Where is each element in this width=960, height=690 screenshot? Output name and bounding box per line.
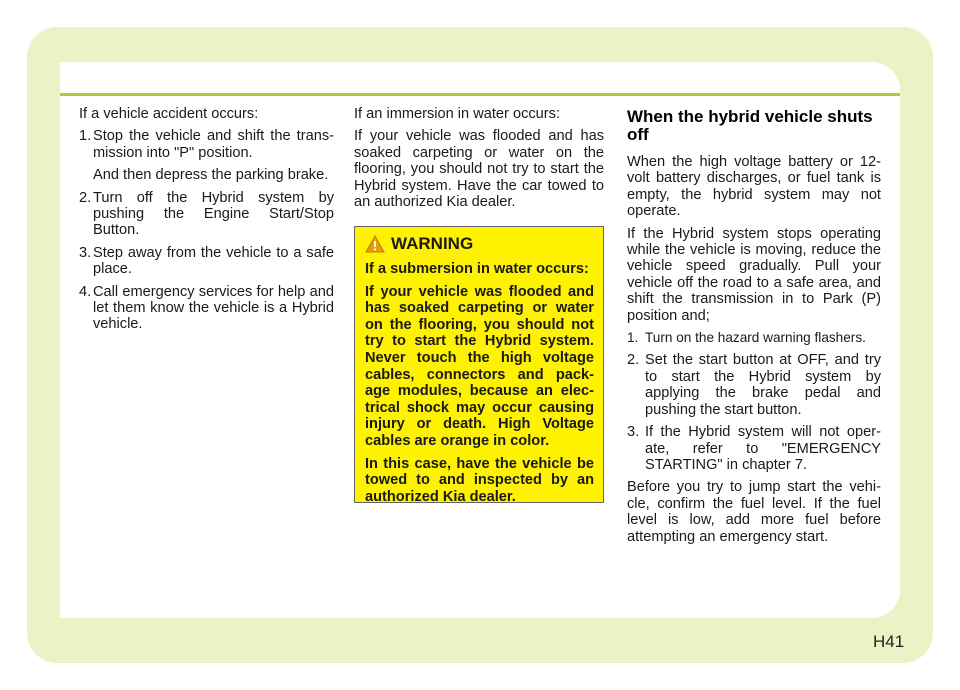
shutoff-steps bbox=[627, 330, 881, 473]
section-heading: When the hybrid vehicle shuts off bbox=[627, 107, 873, 144]
warning-triangle-icon bbox=[365, 235, 385, 253]
list-item: 1. Turn on the hazard warning flashers. bbox=[627, 330, 866, 346]
column-immersion bbox=[354, 106, 604, 216]
page-number: H41 bbox=[873, 632, 905, 651]
immersion-body: If your vehicle was flooded and has soaked carpeting or water on the flooring, you should not try to start the Hybrid system. Have the car towed to an authorized Kia dealer. bbox=[354, 128, 604, 211]
shutoff-para3: Before you try to jump start the vehi-cle, confirm the fuel level. If the fuel level is low, add more fuel before attempting an emergency start. bbox=[627, 479, 881, 545]
list-item: 3. Step away from the vehicle to a safe place. bbox=[79, 244, 334, 278]
list-item: 2. Turn off the Hybrid system by pushing the Engine Start/Stop Button. bbox=[79, 189, 334, 239]
warning-lead: If a submersion in water occurs: bbox=[365, 261, 589, 277]
column-accident bbox=[79, 106, 334, 339]
accident-intro: If a vehicle accident occurs: bbox=[79, 106, 259, 122]
header-rule bbox=[60, 93, 900, 96]
list-item: 1. Stop the vehicle and shift the trans-mission into "P" position. bbox=[79, 128, 334, 161]
list-item: 3. If the Hybrid system will not oper-ate, refer to "EMERGENCY STARTING" in chapter 7. bbox=[627, 424, 881, 473]
warning-para1: If your vehicle was flooded and has soaked carpeting or water on the flooring, you should not try to start the Hybrid system. Never touch the high voltage cables, connectors and pack-age modules, because an elec-trical shock may occur causing injury or death. High Voltage cables are orange in color. bbox=[365, 283, 594, 449]
warning-header bbox=[365, 235, 594, 253]
warning-box bbox=[354, 226, 604, 503]
warning-title: WARNING bbox=[391, 233, 474, 253]
accident-steps bbox=[79, 128, 334, 332]
list-item: And then depress the parking brake. bbox=[93, 167, 329, 184]
column-shutoff bbox=[627, 106, 881, 551]
shutoff-para1: When the high voltage battery or 12-volt battery discharges, or fuel tank is empty, the hybrid system may not operate. bbox=[627, 154, 881, 220]
immersion-intro: If an immersion in water occurs: bbox=[354, 106, 561, 122]
shutoff-para2: If the Hybrid system stops operating while the vehicle is moving, reduce the vehicle speed gradually. Pull your vehicle off the road to a safe area, and shift the transmission in to Park (P) position and; bbox=[627, 225, 881, 324]
warning-para2: In this case, have the vehicle be towed to and inspected by an authorized Kia dealer. bbox=[365, 455, 594, 505]
list-item: 2. Set the start button at OFF, and try to start the Hybrid system by applying the brake pedal and pushing the start button. bbox=[627, 352, 881, 418]
list-item: 4. Call emergency services for help and let them know the vehicle is a Hybrid vehicle. bbox=[79, 283, 334, 333]
